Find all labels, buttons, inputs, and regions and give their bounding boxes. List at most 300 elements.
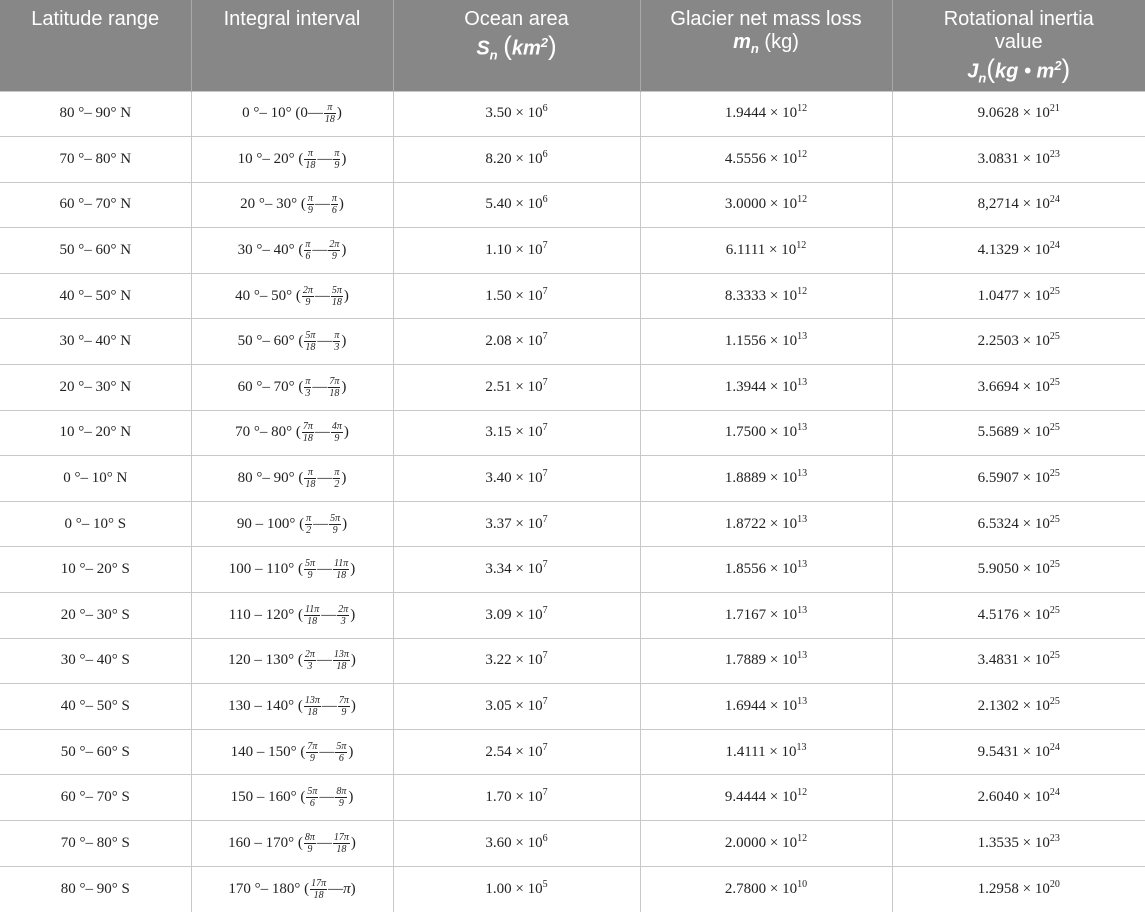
ocean-area-cell-exponent: 6 xyxy=(542,103,548,115)
ocean-area-cell-exponent: 6 xyxy=(542,194,548,206)
glacier-mass-loss-cell-mantissa: 4.5556 × 10 xyxy=(724,150,798,167)
ocean-area-cell xyxy=(393,775,640,821)
interval-dash: — xyxy=(316,561,332,578)
glacier-mass-loss-cell-mantissa: 1.7500 × 10 xyxy=(724,424,798,441)
table-row xyxy=(0,684,1145,730)
interval-degrees: 60 °– 70° xyxy=(237,378,295,395)
interval-lower-fraction-denominator: 9 xyxy=(307,843,313,855)
interval-lower-fraction xyxy=(304,330,316,353)
interval-lower-fraction xyxy=(304,832,316,855)
interval-lower-fraction-numerator: 17π xyxy=(311,877,327,889)
interval-lower-fraction-numerator: 7π xyxy=(302,421,313,433)
header-glacier-formula xyxy=(647,31,886,60)
interval-lower-fraction-numerator: 5π xyxy=(307,786,318,798)
header-glacier-unit: (kg) xyxy=(764,31,799,53)
glacier-mass-loss-cell xyxy=(640,365,892,411)
rotational-inertia-cell xyxy=(892,365,1145,411)
interval-degrees: 20 °– 30° xyxy=(240,196,298,213)
latitude-range-cell: 80 °– 90° N xyxy=(0,91,191,137)
interval-lower-fraction xyxy=(302,421,314,444)
interval-close: ) xyxy=(336,105,342,122)
interval-dash: — xyxy=(317,469,333,486)
header-row xyxy=(0,0,1145,91)
interval-lower-fraction-numerator: 13π xyxy=(304,695,320,707)
latitude-range-cell: 30 °– 40° N xyxy=(0,319,191,365)
rotational-inertia-cell-exponent: 24 xyxy=(1049,240,1060,252)
interval-upper-fraction xyxy=(331,193,338,216)
ocean-area-cell-mantissa: 1.00 × 10 xyxy=(485,880,543,897)
rotational-inertia-cell-mantissa: 8,2714 × 10 xyxy=(977,196,1050,213)
ocean-area-cell-mantissa: 2.51 × 10 xyxy=(485,378,543,395)
rotational-inertia-cell-mantissa: 4.1329 × 10 xyxy=(977,242,1050,259)
interval-upper-fraction xyxy=(333,467,340,490)
interval-close: ) xyxy=(350,834,356,851)
interval-lower-fraction-denominator: 2 xyxy=(306,524,312,536)
interval-lower-fraction xyxy=(306,741,318,764)
rotational-inertia-cell-mantissa: 6.5907 × 10 xyxy=(977,470,1050,487)
glacier-mass-loss-cell-exponent: 13 xyxy=(797,468,808,480)
header-glacier-mass-loss xyxy=(640,0,892,91)
latitude-range-cell: 10 °– 20° S xyxy=(0,547,191,593)
table-row xyxy=(0,775,1145,821)
interval-dash: — xyxy=(317,333,333,350)
header-rotational-inertia xyxy=(892,0,1145,91)
glacier-mass-loss-cell xyxy=(640,593,892,639)
ocean-area-cell-exponent: 7 xyxy=(542,468,548,480)
table-body xyxy=(0,91,1145,912)
latitude-range-cell: 30 °– 40° S xyxy=(0,638,191,684)
ocean-area-cell-mantissa: 3.50 × 10 xyxy=(485,105,543,122)
interval-upper-fraction xyxy=(335,741,347,764)
glacier-mass-loss-cell-exponent: 12 xyxy=(797,194,808,206)
ocean-area-cell xyxy=(393,501,640,547)
interval-upper-fraction-denominator: 18 xyxy=(336,843,347,855)
interval-lower-fraction xyxy=(304,148,316,171)
interval-upper-fraction-denominator: 18 xyxy=(331,296,342,308)
interval-upper-fraction xyxy=(328,376,340,399)
table-row xyxy=(0,319,1145,365)
interval-upper-fraction xyxy=(338,695,350,718)
interval-dash: — xyxy=(321,606,337,623)
interval-upper-fraction xyxy=(335,786,347,809)
rotational-inertia-cell xyxy=(892,182,1145,228)
interval-open: ( xyxy=(304,880,310,897)
glacier-mass-loss-cell-mantissa: 2.7800 × 10 xyxy=(724,880,798,897)
interval-upper-fraction-numerator: 17π xyxy=(333,831,349,843)
interval-upper-fraction-denominator: 9 xyxy=(332,524,338,536)
header-inertia-unit-m: m xyxy=(1036,60,1055,83)
header-inertia-title-line2: value xyxy=(994,31,1043,53)
rotational-inertia-cell xyxy=(892,91,1145,137)
header-glacier-title: Glacier net mass loss xyxy=(670,8,862,30)
interval-lower-fraction-denominator: 9 xyxy=(305,296,311,308)
integral-interval-cell xyxy=(191,410,393,456)
rotational-inertia-cell xyxy=(892,319,1145,365)
ocean-area-cell-exponent: 7 xyxy=(542,650,548,662)
ocean-area-cell-mantissa: 2.08 × 10 xyxy=(485,333,543,350)
interval-lower-fraction-numerator: 11π xyxy=(304,603,320,615)
interval-open: ( xyxy=(295,424,301,441)
interval-lower-fraction-denominator: 9 xyxy=(307,570,313,582)
interval-close: ) xyxy=(342,515,348,532)
latitude-range-cell: 70 °– 80° N xyxy=(0,137,191,183)
interval-lower-fraction-numerator: π xyxy=(306,512,312,524)
ocean-area-cell-exponent: 7 xyxy=(542,696,548,708)
interval-dash: — xyxy=(314,196,330,213)
rotational-inertia-cell-exponent: 25 xyxy=(1049,376,1060,388)
ocean-area-cell-exponent: 7 xyxy=(542,422,548,434)
interval-upper-fraction-numerator: 11π xyxy=(333,558,349,570)
glacier-mass-loss-cell-exponent: 13 xyxy=(797,331,808,343)
interval-upper-fraction xyxy=(328,239,340,262)
latitude-range-cell: 20 °– 30° S xyxy=(0,593,191,639)
rotational-inertia-cell xyxy=(892,775,1145,821)
rotational-inertia-cell-exponent: 25 xyxy=(1049,696,1060,708)
interval-open: ( xyxy=(297,697,303,714)
glacier-mass-loss-cell-mantissa: 1.6944 × 10 xyxy=(724,698,798,715)
interval-upper-fraction-denominator: 3 xyxy=(340,615,346,627)
glacier-mass-loss-cell-exponent: 12 xyxy=(797,832,808,844)
interval-dash: — xyxy=(321,697,337,714)
header-glacier-symbol: m xyxy=(733,31,751,53)
interval-degrees: 160 – 170° xyxy=(228,834,295,851)
ocean-area-cell-exponent: 7 xyxy=(542,285,548,297)
glacier-mass-loss-cell-mantissa: 1.7167 × 10 xyxy=(724,606,798,623)
glacier-mass-loss-cell-mantissa: 1.4111 × 10 xyxy=(725,743,797,760)
interval-lower-fraction-denominator: 18 xyxy=(302,433,313,445)
latitude-range-cell: 50 °– 60° S xyxy=(0,729,191,775)
rotational-inertia-cell xyxy=(892,821,1145,867)
glacier-mass-loss-cell xyxy=(640,775,892,821)
ocean-area-cell-exponent: 6 xyxy=(542,832,548,844)
interval-upper-fraction-numerator: π xyxy=(334,330,340,342)
latitude-range-cell: 80 °– 90° S xyxy=(0,866,191,912)
interval-lower-fraction-numerator: π xyxy=(305,239,311,251)
ocean-area-cell-mantissa: 5.40 × 10 xyxy=(485,196,543,213)
header-ocean-unit: km xyxy=(511,37,541,60)
integral-interval-cell xyxy=(191,137,393,183)
rotational-inertia-cell-exponent: 25 xyxy=(1049,422,1060,434)
interval-upper-fraction-denominator: 9 xyxy=(334,433,340,445)
interval-dash: — xyxy=(314,424,330,441)
ocean-area-cell-exponent: 5 xyxy=(542,878,548,890)
ocean-area-cell xyxy=(393,456,640,502)
interval-upper-fraction-numerator: 7π xyxy=(338,695,349,707)
interval-close: ) xyxy=(350,880,356,897)
interval-upper-fraction-numerator: 13π xyxy=(333,649,349,661)
table-row xyxy=(0,547,1145,593)
ocean-area-cell xyxy=(393,410,640,456)
rotational-inertia-cell-exponent: 25 xyxy=(1049,285,1060,297)
latitude-range-cell: 40 °– 50° S xyxy=(0,684,191,730)
interval-close: ) xyxy=(343,287,349,304)
glacier-mass-loss-cell-exponent: 13 xyxy=(797,604,808,616)
interval-upper-fraction-numerator: 5π xyxy=(330,512,341,524)
table-row xyxy=(0,638,1145,684)
glacier-mass-loss-cell xyxy=(640,228,892,274)
ocean-area-cell xyxy=(393,729,640,775)
rotational-inertia-cell-exponent: 24 xyxy=(1049,741,1060,753)
interval-dash: — xyxy=(312,378,328,395)
ocean-area-cell xyxy=(393,684,640,730)
header-interval-label: Integral interval xyxy=(223,8,361,30)
glacier-mass-loss-cell-mantissa: 2.0000 × 10 xyxy=(724,834,798,851)
interval-upper-fraction-denominator: 18 xyxy=(336,661,347,673)
rotational-inertia-cell xyxy=(892,273,1145,319)
latitude-range-cell: 60 °– 70° N xyxy=(0,182,191,228)
ocean-area-cell xyxy=(393,228,640,274)
ocean-area-cell-mantissa: 2.54 × 10 xyxy=(485,743,543,760)
interval-upper-fraction-numerator: 5π xyxy=(336,740,347,752)
table-row xyxy=(0,137,1145,183)
glacier-mass-loss-cell-exponent: 13 xyxy=(797,696,808,708)
ocean-area-cell-mantissa: 3.09 × 10 xyxy=(485,606,543,623)
interval-upper-fraction-denominator: 18 xyxy=(336,570,347,582)
rotational-inertia-cell-mantissa: 1.3535 × 10 xyxy=(977,834,1050,851)
interval-upper-fraction-numerator: 7π xyxy=(329,375,340,387)
glacier-mass-loss-cell xyxy=(640,456,892,502)
header-glacier-subscript: n xyxy=(750,41,759,56)
ocean-area-cell-exponent: 7 xyxy=(542,559,548,571)
glacier-mass-loss-cell xyxy=(640,501,892,547)
interval-close: ) xyxy=(341,469,347,486)
interval-lower-fraction xyxy=(304,558,316,581)
interval-open: ( xyxy=(300,789,306,806)
ocean-area-cell-exponent: 7 xyxy=(542,741,548,753)
interval-open: ( xyxy=(298,150,304,167)
interval-degrees: 70 °– 80° xyxy=(235,424,293,441)
ocean-area-cell xyxy=(393,821,640,867)
interval-lower-fraction-numerator: 2π xyxy=(304,649,315,661)
glacier-mass-loss-cell xyxy=(640,137,892,183)
integral-interval-cell xyxy=(191,638,393,684)
interval-dash: — xyxy=(317,150,333,167)
interval-upper-fraction-numerator: 2π xyxy=(338,603,349,615)
interval-close: ) xyxy=(341,378,347,395)
rotational-inertia-cell xyxy=(892,137,1145,183)
interval-lower-fraction-numerator: π xyxy=(307,193,313,205)
interval-upper-fraction-numerator: π xyxy=(334,147,340,159)
rotational-inertia-cell-mantissa: 2.1302 × 10 xyxy=(977,698,1050,715)
interval-lower-fraction xyxy=(304,695,321,718)
ocean-area-cell-mantissa: 8.20 × 10 xyxy=(485,150,543,167)
latitude-range-cell: 40 °– 50° N xyxy=(0,273,191,319)
interval-close: ) xyxy=(338,196,344,213)
interval-open: ( xyxy=(298,242,304,259)
rotational-inertia-cell xyxy=(892,684,1145,730)
ocean-area-cell-mantissa: 3.40 × 10 xyxy=(485,470,543,487)
interval-lower-fraction-numerator: 2π xyxy=(302,284,313,296)
rotational-inertia-cell-mantissa: 3.0831 × 10 xyxy=(977,150,1050,167)
ocean-area-cell-exponent: 7 xyxy=(542,604,548,616)
header-inertia-symbol: J xyxy=(967,60,979,83)
rotational-inertia-cell xyxy=(892,547,1145,593)
rotational-inertia-cell-mantissa: 3.6694 × 10 xyxy=(977,378,1050,395)
glacier-mass-loss-cell xyxy=(640,866,892,912)
interval-open: ( xyxy=(297,606,303,623)
interval-open: ( xyxy=(298,469,304,486)
interval-lower-fraction-numerator: 5π xyxy=(304,558,315,570)
glacier-mass-loss-cell xyxy=(640,638,892,684)
interval-lower-fraction-denominator: 9 xyxy=(309,752,315,764)
interval-upper-fraction xyxy=(333,558,349,581)
interval-open: ( xyxy=(300,196,306,213)
glacier-mass-loss-cell xyxy=(640,182,892,228)
table-row xyxy=(0,821,1145,867)
interval-upper-fraction-numerator: π xyxy=(331,193,337,205)
interval-upper-fraction-numerator: 5π xyxy=(331,284,342,296)
header-inertia-title-line1: Rotational inertia xyxy=(943,8,1094,30)
interval-upper-fraction-denominator: 6 xyxy=(338,752,344,764)
table-header xyxy=(0,0,1145,91)
interval-degrees: 170 °– 180° xyxy=(228,880,301,897)
interval-open: ( xyxy=(297,834,303,851)
interval-dash: — xyxy=(307,105,323,122)
interval-lower-fraction xyxy=(304,649,316,672)
interval-upper-fraction xyxy=(333,832,350,855)
header-ocean-unit-sup: 2 xyxy=(540,35,548,50)
interval-close: ) xyxy=(350,606,356,623)
interval-lower-fraction-denominator: 18 xyxy=(307,707,318,719)
rotational-inertia-cell xyxy=(892,638,1145,684)
table-row xyxy=(0,456,1145,502)
glacier-mass-loss-cell xyxy=(640,729,892,775)
rotational-inertia-cell-exponent: 20 xyxy=(1049,878,1060,890)
ocean-area-cell-exponent: 7 xyxy=(542,331,548,343)
interval-close: ) xyxy=(348,789,354,806)
interval-upper-fraction xyxy=(331,421,343,444)
interval-dash: — xyxy=(328,880,344,897)
rotational-inertia-cell-mantissa: 2.6040 × 10 xyxy=(977,789,1050,806)
integral-interval-cell xyxy=(191,91,393,137)
glacier-mass-loss-cell-exponent: 12 xyxy=(797,103,808,115)
interval-lower-fraction-numerator: π xyxy=(304,467,316,479)
integral-interval-cell xyxy=(191,365,393,411)
rotational-inertia-cell-mantissa: 6.5324 × 10 xyxy=(977,515,1050,532)
ocean-area-cell xyxy=(393,866,640,912)
interval-upper-fraction-denominator: 9 xyxy=(338,798,344,810)
interval-upper-fraction-denominator: 18 xyxy=(324,114,335,126)
interval-upper-fraction-denominator: 18 xyxy=(329,387,340,399)
latitude-range-cell: 10 °– 20° N xyxy=(0,410,191,456)
table-row xyxy=(0,410,1145,456)
interval-degrees: 10 °– 20° xyxy=(237,150,295,167)
rotational-inertia-cell-mantissa: 2.2503 × 10 xyxy=(977,333,1050,350)
latitude-range-cell: 20 °– 30° N xyxy=(0,365,191,411)
interval-lower-fraction-denominator: 18 xyxy=(305,479,316,491)
rotational-inertia-cell-mantissa: 9.0628 × 10 xyxy=(977,105,1050,122)
interval-degrees: 50 °– 60° xyxy=(237,333,295,350)
interval-lower-fraction-numerator: π xyxy=(305,375,311,387)
glacier-mass-loss-cell-exponent: 12 xyxy=(797,787,808,799)
interval-lower-fraction-denominator: 6 xyxy=(305,251,311,263)
integral-interval-cell xyxy=(191,593,393,639)
latitude-range-cell: 0 °– 10° N xyxy=(0,456,191,502)
interval-lower-fraction-denominator: 9 xyxy=(307,205,313,217)
glacier-mass-loss-cell-exponent: 13 xyxy=(796,741,807,753)
interval-open: ( xyxy=(295,287,301,304)
interval-lower-fraction xyxy=(306,786,318,809)
interval-open: ( xyxy=(298,378,304,395)
interval-lower-fraction xyxy=(304,467,316,490)
interval-close: ) xyxy=(341,150,347,167)
rotational-inertia-cell-exponent: 25 xyxy=(1049,559,1060,571)
interval-open: ( xyxy=(299,515,305,532)
header-inertia-unit-dot: • xyxy=(1023,60,1031,83)
glacier-mass-loss-cell-mantissa: 1.1556 × 10 xyxy=(724,333,798,350)
rotational-inertia-cell-exponent: 25 xyxy=(1049,604,1060,616)
ocean-area-cell-exponent: 6 xyxy=(542,148,548,160)
interval-dash: — xyxy=(312,242,328,259)
ocean-area-cell-exponent: 7 xyxy=(542,240,548,252)
table-row xyxy=(0,593,1145,639)
glacier-mass-loss-cell-exponent: 13 xyxy=(797,650,808,662)
glacier-mass-loss-cell-mantissa: 8.3333 × 10 xyxy=(724,287,798,304)
rotational-inertia-cell xyxy=(892,729,1145,775)
interval-close: ) xyxy=(348,743,354,760)
glacier-mass-loss-cell-mantissa: 1.9444 × 10 xyxy=(724,105,798,122)
header-ocean-subscript: n xyxy=(489,47,498,63)
interval-upper-fraction-denominator: 9 xyxy=(331,251,337,263)
rotational-inertia-cell-exponent: 23 xyxy=(1049,832,1060,844)
glacier-mass-loss-cell-mantissa: 3.0000 × 10 xyxy=(724,196,798,213)
rotational-inertia-cell-mantissa: 3.4831 × 10 xyxy=(977,652,1050,669)
ocean-area-cell-mantissa: 3.60 × 10 xyxy=(485,834,543,851)
rotational-inertia-cell xyxy=(892,456,1145,502)
glacier-mass-loss-cell xyxy=(640,821,892,867)
interval-upper-fraction-denominator: 6 xyxy=(331,205,337,217)
rotational-inertia-cell-mantissa: 1.0477 × 10 xyxy=(977,287,1050,304)
rotational-inertia-cell xyxy=(892,866,1145,912)
header-inertia-unit-sup: 2 xyxy=(1054,58,1062,73)
rotational-inertia-cell-mantissa: 4.5176 × 10 xyxy=(977,606,1050,623)
interval-lower-fraction-numerator: 5π xyxy=(305,330,316,342)
rotational-inertia-cell-mantissa: 9.5431 × 10 xyxy=(977,743,1050,760)
table-row xyxy=(0,729,1145,775)
interval-upper-fraction-denominator: 9 xyxy=(334,159,340,171)
ocean-area-cell-mantissa: 1.70 × 10 xyxy=(485,789,543,806)
interval-lower-fraction xyxy=(304,604,320,627)
rotational-inertia-cell xyxy=(892,501,1145,547)
interval-lower-fraction-denominator: 3 xyxy=(307,661,313,673)
interval-degrees: 130 – 140° xyxy=(228,697,295,714)
latitude-range-cell: 70 °– 80° S xyxy=(0,821,191,867)
interval-degrees: 90 – 100° xyxy=(236,515,296,532)
ocean-area-cell xyxy=(393,593,640,639)
interval-close: ) xyxy=(341,333,347,350)
glacier-mass-loss-cell xyxy=(640,91,892,137)
rotational-inertia-cell-mantissa: 1.2958 × 10 xyxy=(977,880,1050,897)
interval-lower-fraction-numerator: 7π xyxy=(307,740,318,752)
interval-open: (0 xyxy=(295,105,308,122)
interval-lower-fraction xyxy=(304,376,311,399)
interval-degrees: 80 °– 90° xyxy=(237,469,295,486)
integral-interval-cell xyxy=(191,729,393,775)
interval-open: ( xyxy=(297,561,303,578)
ocean-area-cell-exponent: 7 xyxy=(542,376,548,388)
ocean-area-cell-mantissa: 3.05 × 10 xyxy=(485,698,543,715)
interval-dash: — xyxy=(313,515,329,532)
interval-upper-fraction-denominator: 3 xyxy=(334,342,340,354)
ocean-area-cell xyxy=(393,273,640,319)
glacier-mass-loss-cell-exponent: 12 xyxy=(796,240,807,252)
rotational-inertia-cell-exponent: 23 xyxy=(1049,148,1060,160)
interval-lower-fraction xyxy=(302,285,314,308)
integral-interval-cell xyxy=(191,684,393,730)
interval-close: ) xyxy=(350,561,356,578)
latitude-range-cell: 50 °– 60° N xyxy=(0,228,191,274)
header-latitude-range xyxy=(0,0,191,91)
